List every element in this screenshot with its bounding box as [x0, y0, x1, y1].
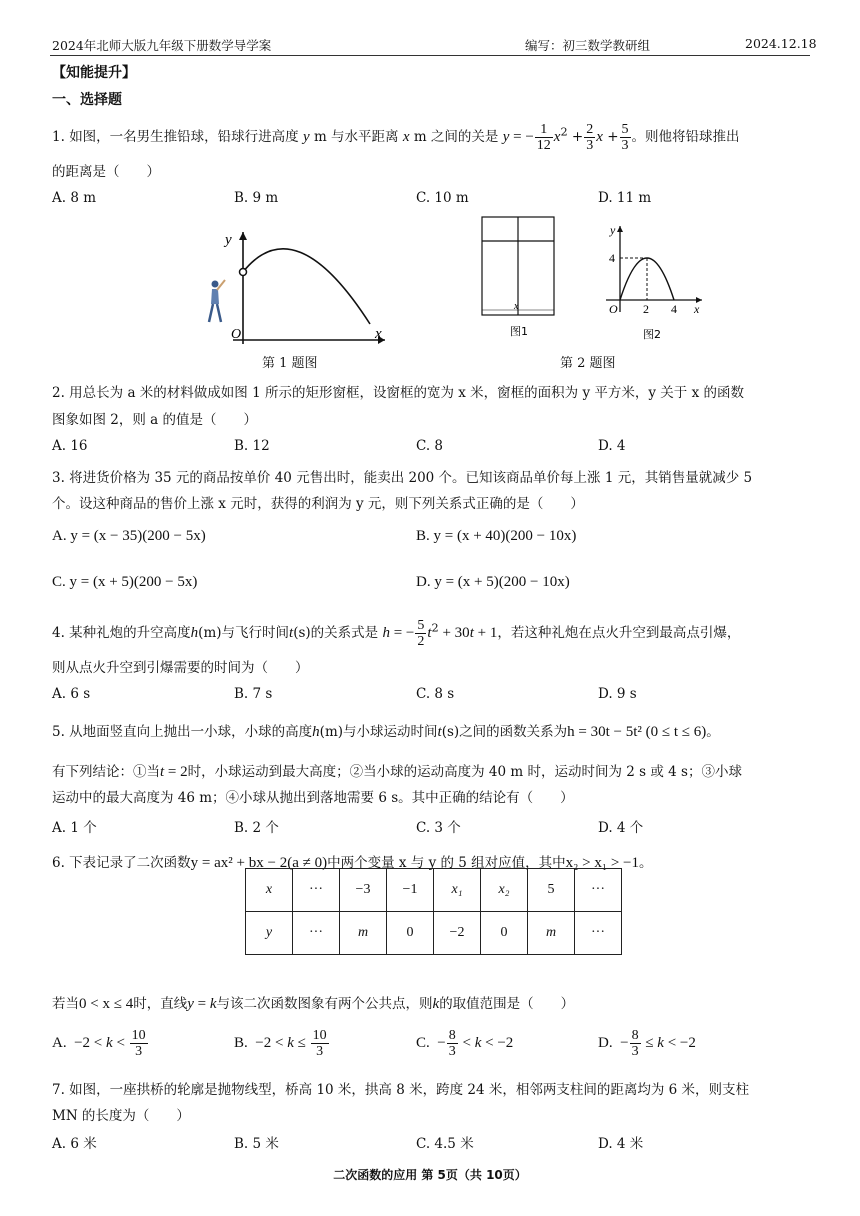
header-middle: 编写：初三数学教研组	[525, 38, 651, 53]
q2-line1: 2. 用总长为 a 米的材料做成如图 1 所示的矩形窗框，设窗框的宽为 x 米，窗框的面积为 y 平方米，y 关于 x 的函数	[52, 385, 744, 401]
page-footer: 二次函数的应用 第 5页（共 10页）	[333, 1168, 527, 1182]
fig2-caption: 第 2 题图	[560, 356, 616, 371]
q4-line1: 4. 某种礼炮的升空高度h(m)与飞行时间t(s)的关系式是 h = − $\frac{5}{2}$ $t^2 + 30t + 1$，若这种礼炮在点火升空到最高点引爆，	[52, 618, 741, 649]
q2-option-b: B. 12	[234, 438, 270, 454]
table-row-y: y ··· m 0 −2 0 m ···	[246, 912, 622, 955]
q3-option-c: C. y = (x + 5)(200 − 5x)	[52, 574, 198, 590]
fig1-origin: O	[231, 327, 242, 342]
q5-option-c: C. 3 个	[416, 820, 461, 836]
q6-line2: 若当0 < x ≤ 4时，直线y = k与该二次函数图象有两个公共点，则k的取值范围是（ ）	[52, 996, 575, 1012]
svg-text:O: O	[609, 302, 618, 316]
q1-option-c: C. 10 m	[416, 190, 469, 206]
section-title: 【知能提升】	[52, 65, 136, 81]
subsection-title: 一、选择题	[52, 92, 122, 108]
q7-option-b: B. 5 米	[234, 1136, 279, 1152]
q7-line1: 7. 如图，一座拱桥的轮廓是抛物线型，桥高 10 米，拱高 8 米，跨度 24 米，相邻两支柱间的距离均为 6 米，则支柱	[52, 1082, 750, 1098]
header-date: 2024.12.18	[745, 36, 817, 51]
svg-text:4: 4	[609, 251, 615, 265]
q5-line3: 运动中的最大高度为 46 m；④小球从抛出到落地需要 6 s。其中正确的结论有（ ）	[52, 790, 574, 806]
fig1-x-label: x	[375, 326, 382, 342]
q1-line1: 1. 如图，一名男生推铅球，铅球行进高度 y m 与水平距离 x m 之间的关是 y = − $\frac{1}{12}$ $x^2$ + $\frac{2}{3}$ x + $\frac{5}{3}$ 。则他将铅球推出	[52, 122, 740, 153]
q1-option-b: B. 9 m	[234, 190, 279, 206]
q3-line2: 个。设这种商品的售价上涨 x 元时，获得的利润为 y 元，则下列关系式正确的是（ ）	[52, 496, 584, 512]
q3-line1: 3. 将进货价格为 35 元的商品按单价 40 元售出时，能卖出 200 个。已知该商品单价每上涨 1 元，其销售量就减少 5	[52, 470, 753, 486]
q6-option-a: A. −2 < k < $\frac{10}{3}$	[52, 1028, 146, 1059]
header-left: 2024年北师大版九年级下册数学导学案	[52, 38, 272, 53]
q3-option-d: D. y = (x + 5)(200 − 10x)	[416, 574, 570, 590]
q4-option-a: A. 6 s	[52, 686, 91, 702]
q4-option-d: D. 9 s	[598, 686, 637, 702]
q7-option-d: D. 4 米	[598, 1136, 644, 1152]
q7-option-c: C. 4.5 米	[416, 1136, 474, 1152]
q2-option-d: D. 4	[598, 438, 626, 454]
window-frame-figure	[478, 215, 558, 341]
q3-option-a: A. y = (x − 35)(200 − 5x)	[52, 528, 206, 544]
q3-option-b: B. y = (x + 40)(200 − 10x)	[416, 528, 577, 544]
svg-text:2: 2	[643, 302, 649, 316]
q5-line1: 5. 从地面竖直向上抛出一小球，小球的高度h(m)与小球运动时间t(s)之间的函数关系为h = 30t − 5t² (0 ≤ t ≤ 6)。	[52, 724, 720, 740]
svg-text:x: x	[514, 301, 519, 312]
q7-option-a: A. 6 米	[52, 1136, 97, 1152]
q4-option-c: C. 8 s	[416, 686, 455, 702]
q1-option-a: A. 8 m	[52, 190, 97, 206]
q5-option-d: D. 4 个	[598, 820, 644, 836]
q2-option-a: A. 16	[52, 438, 88, 454]
svg-text:x: x	[694, 302, 700, 316]
q1-line2: 的距离是（ ）	[52, 164, 160, 180]
q6-option-c: C. − $\frac{8}{3}$ < k < −2	[416, 1028, 514, 1059]
q4-line2: 则从点火升空到引爆需要的时间为（ ）	[52, 660, 309, 676]
shotput-figure	[195, 222, 395, 350]
fig-a-label: 图1	[510, 325, 528, 338]
q6-option-d: D. − $\frac{8}{3}$ ≤ k < −2	[598, 1028, 696, 1059]
q1-option-d: D. 11 m	[598, 190, 652, 206]
q5-line2: 有下列结论：①当t = 2时，小球运动到最大高度；②当小球的运动高度为 40 m 时，运动时间为 2 s 或 4 s；③小球	[52, 764, 742, 780]
q7-line2: MN 的长度为（ ）	[52, 1108, 190, 1124]
q5-option-b: B. 2 个	[234, 820, 279, 836]
area-graph-figure	[600, 220, 708, 342]
q2-option-c: C. 8	[416, 438, 444, 454]
svg-text:y: y	[610, 223, 616, 237]
header-rule	[50, 55, 810, 56]
q6-option-b: B. −2 < k ≤ $\frac{10}{3}$	[234, 1028, 327, 1059]
q2-line2: 图象如图 2，则 a 的值是（ ）	[52, 412, 258, 428]
fig1-caption: 第 1 题图	[262, 356, 318, 371]
q4-option-b: B. 7 s	[234, 686, 273, 702]
svg-text:4: 4	[671, 302, 677, 316]
fig-b-label: 图2	[643, 328, 661, 341]
fig1-y-label: y	[225, 232, 232, 248]
athlete-icon	[209, 280, 225, 322]
value-table	[245, 868, 622, 955]
q5-option-a: A. 1 个	[52, 820, 97, 836]
table-row-x: x ··· −3 −1 x₁ x₂ 5 ···	[246, 869, 622, 912]
q6-line1: 6. 下表记录了二次函数y = ax² + bx − 2(a ≠ 0)中两个变量 x 与 y 的 5 组对应值，其中x₂ > x₁ > −1。	[52, 855, 653, 871]
